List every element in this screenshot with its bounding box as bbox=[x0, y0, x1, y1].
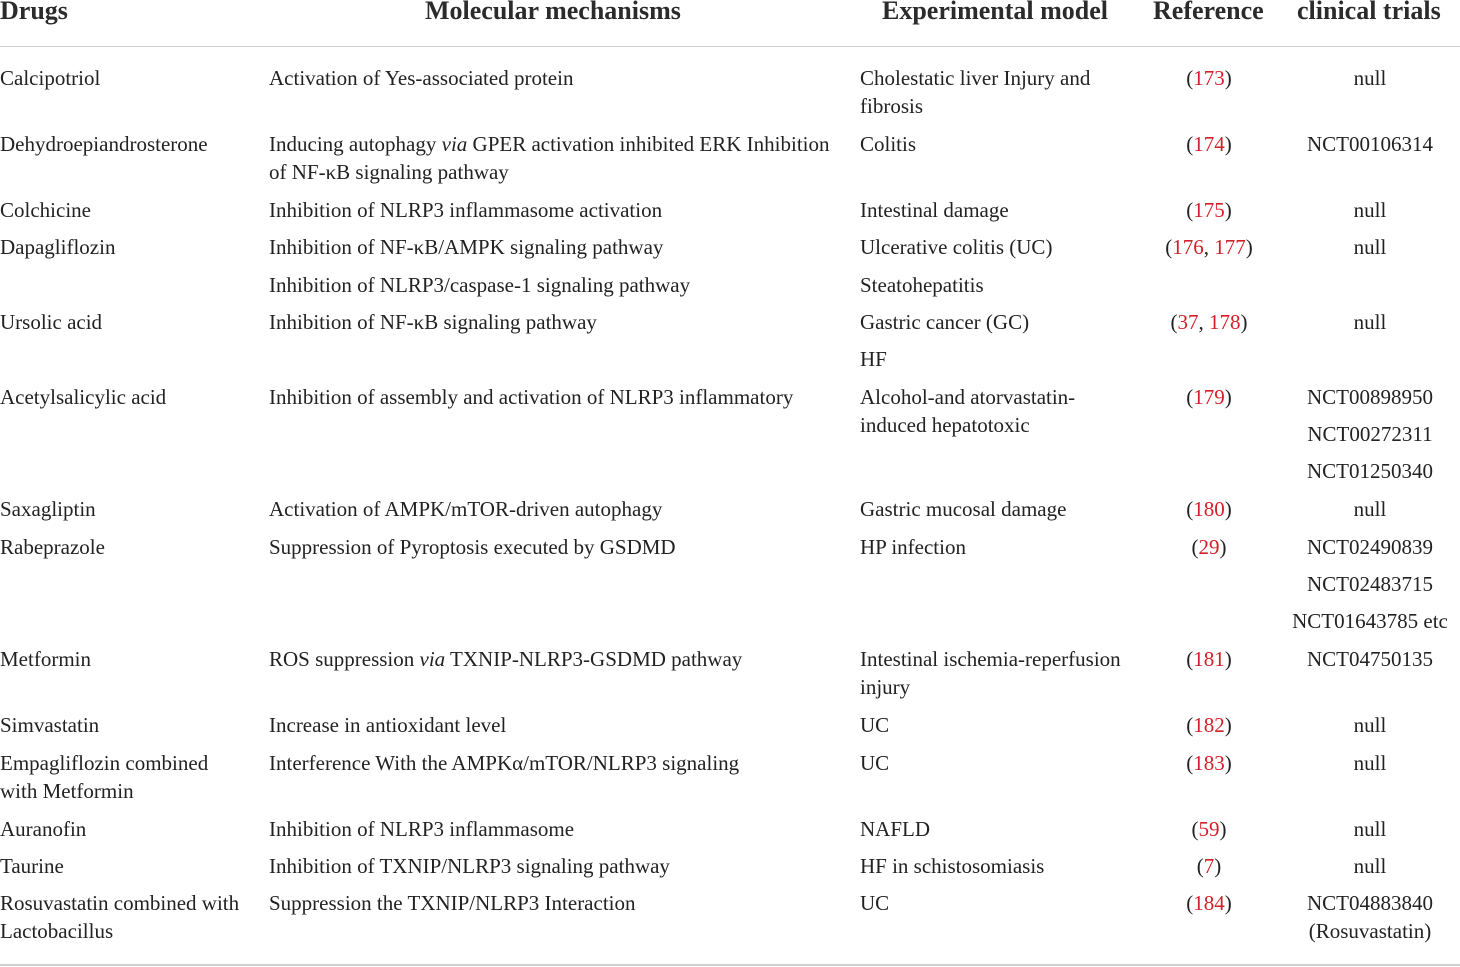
model-line: HP infection bbox=[860, 535, 966, 559]
model-line: Cholestatic liver Injury and bbox=[860, 66, 1091, 90]
trial-id: NCT00898950 bbox=[1307, 385, 1433, 409]
trial-cell bbox=[1282, 852, 1458, 889]
model-line: Steatohepatitis bbox=[860, 273, 984, 297]
trial-cell bbox=[1282, 64, 1458, 101]
reference-link[interactable]: 178 bbox=[1209, 310, 1241, 334]
reference-link[interactable]: 183 bbox=[1193, 751, 1225, 775]
trial-id: NCT00272311 bbox=[1307, 422, 1433, 446]
trial-id: null bbox=[1353, 497, 1387, 521]
drug-cell bbox=[0, 130, 208, 158]
mechanism-line: Increase in antioxidant level bbox=[269, 713, 507, 737]
model-cell bbox=[860, 64, 1090, 120]
reference-link[interactable]: 37 bbox=[1177, 310, 1199, 334]
reference-cell: (174) bbox=[1186, 132, 1232, 156]
reference-link[interactable]: 29 bbox=[1198, 535, 1220, 559]
reference-link[interactable]: 177 bbox=[1214, 235, 1246, 259]
model-line: NAFLD bbox=[860, 817, 931, 841]
mechanism-line: Suppression the TXNIP/NLRP3 Interaction bbox=[269, 891, 636, 915]
model-line-2: fibrosis bbox=[860, 94, 923, 118]
reference-cell: (184) bbox=[1186, 891, 1232, 915]
reference-link[interactable]: 59 bbox=[1198, 817, 1220, 841]
drug-line: Rosuvastatin combined with bbox=[0, 891, 240, 915]
mechanism-cell bbox=[269, 645, 742, 673]
reference-cell: (59) bbox=[1191, 817, 1227, 841]
trial-id: NCT04883840 bbox=[1307, 891, 1433, 915]
reference-link[interactable]: 174 bbox=[1193, 132, 1225, 156]
reference-cell: (7) bbox=[1196, 854, 1222, 878]
model-line: HF in schistosomiasis bbox=[860, 854, 1045, 878]
drug-line: Metformin bbox=[0, 647, 91, 671]
trial-cell bbox=[1282, 749, 1458, 786]
bottom-rule bbox=[0, 964, 1460, 966]
model-cell bbox=[860, 130, 916, 158]
mechanism-text: Inducing autophagy bbox=[269, 132, 442, 156]
trial-id: null bbox=[1353, 713, 1387, 737]
drug-line: Dehydroepiandrosterone bbox=[0, 132, 208, 156]
trial-cell bbox=[1282, 645, 1458, 682]
model-cell bbox=[860, 308, 1029, 336]
reference-cell: (175) bbox=[1186, 198, 1232, 222]
model-line: HF bbox=[860, 347, 887, 371]
reference-cell: (173) bbox=[1186, 66, 1232, 90]
mechanism-line: Inhibition of NF-κB/AMPK signaling pathway bbox=[269, 235, 664, 259]
drug-cell bbox=[0, 233, 115, 261]
trial-cell bbox=[1282, 533, 1458, 644]
mechanism-line: Interference With the AMPKα/mTOR/NLRP3 signaling bbox=[269, 751, 740, 775]
mechanism-line: Suppression of Pyroptosis executed by GSDMD bbox=[269, 535, 676, 559]
model-line-2: injury bbox=[860, 675, 911, 699]
trial-id: null bbox=[1353, 198, 1387, 222]
mechanism-line: Activation of AMPK/mTOR-driven autophagy bbox=[269, 497, 663, 521]
mechanism-cell bbox=[269, 196, 662, 224]
trial-id: NCT04750135 bbox=[1307, 647, 1433, 671]
drug-line-2: Lactobacillus bbox=[0, 919, 114, 943]
trial-id: NCT00106314 bbox=[1307, 132, 1433, 156]
model-cell bbox=[860, 495, 1066, 523]
reference-link[interactable]: 180 bbox=[1193, 497, 1225, 521]
drug-cell bbox=[0, 383, 166, 411]
mechanism-italic: via bbox=[419, 647, 446, 671]
mechanism-line: Inhibition of NLRP3 inflammasome bbox=[269, 817, 575, 841]
mechanism-cell bbox=[269, 749, 739, 777]
header-model: Experimental model bbox=[882, 0, 1109, 25]
mechanism-line bbox=[269, 130, 830, 158]
model-cell bbox=[860, 196, 1009, 224]
drug-cell bbox=[0, 645, 91, 673]
trial-id: null bbox=[1353, 817, 1387, 841]
header-drugs: Drugs bbox=[0, 0, 68, 25]
reference-link[interactable]: 7 bbox=[1203, 854, 1215, 878]
model-cell bbox=[860, 345, 887, 373]
mechanism-line: Inhibition of TXNIP/NLRP3 signaling pathway bbox=[269, 854, 670, 878]
trial-cell bbox=[1282, 233, 1458, 270]
drug-line: Empagliflozin combined bbox=[0, 751, 209, 775]
trial-id: NCT02483715 bbox=[1307, 572, 1433, 596]
mechanism-line: Inhibition of assembly and activation of NLRP3 inflammatory bbox=[269, 385, 794, 409]
trial-id: null bbox=[1353, 310, 1387, 334]
mechanism-cell bbox=[269, 383, 793, 411]
reference-link[interactable]: 173 bbox=[1193, 66, 1225, 90]
drug-cell bbox=[0, 495, 96, 523]
trial-id: null bbox=[1353, 235, 1387, 259]
drug-line: Calcipotriol bbox=[0, 66, 101, 90]
header-trials: clinical trials bbox=[1297, 0, 1441, 25]
model-line: Ulcerative colitis (UC) bbox=[860, 235, 1053, 259]
trial-cell bbox=[1282, 196, 1458, 233]
drug-line: Saxagliptin bbox=[0, 497, 96, 521]
trial-cell bbox=[1282, 308, 1458, 345]
mechanism-line-2: of NF-κB signaling pathway bbox=[269, 160, 509, 184]
mechanism-line: Inhibition of NLRP3/caspase-1 signaling pathway bbox=[269, 273, 691, 297]
mechanism-line: Inhibition of NF-κB signaling pathway bbox=[269, 310, 597, 334]
reference-cell: (183) bbox=[1186, 751, 1232, 775]
header-mechanisms: Molecular mechanisms bbox=[425, 0, 681, 25]
trial-cell bbox=[1282, 711, 1458, 748]
drug-cell bbox=[0, 308, 102, 336]
reference-link[interactable]: 184 bbox=[1193, 891, 1225, 915]
mechanism-cell bbox=[269, 495, 662, 523]
model-cell bbox=[860, 533, 966, 561]
mechanism-cell bbox=[269, 64, 573, 92]
trial-id: null bbox=[1353, 751, 1387, 775]
reference-cell: (37, 178) bbox=[1170, 310, 1248, 334]
mechanism-cell bbox=[269, 815, 574, 843]
table-header bbox=[0, 0, 1460, 47]
mechanism-cell bbox=[269, 711, 506, 739]
trial-id: NCT02490839 bbox=[1307, 535, 1433, 559]
mechanism-cell bbox=[269, 233, 663, 261]
reference-link[interactable]: 182 bbox=[1193, 713, 1225, 737]
trial-cell bbox=[1282, 889, 1458, 954]
drug-line: Taurine bbox=[0, 854, 64, 878]
trial-id: NCT01250340 bbox=[1307, 459, 1433, 483]
model-line: UC bbox=[860, 751, 890, 775]
reference-link[interactable]: 181 bbox=[1193, 647, 1225, 671]
model-cell bbox=[860, 645, 1121, 701]
trial-id: null bbox=[1353, 66, 1387, 90]
model-line: Gastric cancer (GC) bbox=[860, 310, 1030, 334]
trial-id: NCT01643785 etc bbox=[1292, 609, 1448, 633]
mechanism-cell bbox=[269, 852, 670, 880]
drug-line: Auranofin bbox=[0, 817, 87, 841]
model-cell bbox=[860, 383, 1075, 439]
header-reference: Reference bbox=[1153, 0, 1264, 25]
trial-cell bbox=[1282, 130, 1458, 167]
model-line: Intestinal damage bbox=[860, 198, 1009, 222]
model-cell bbox=[860, 889, 889, 917]
reference-cell: (29) bbox=[1191, 535, 1227, 559]
trial-id: null bbox=[1353, 854, 1387, 878]
mechanism-line bbox=[269, 645, 742, 673]
model-line: Alcohol-and atorvastatin- bbox=[860, 385, 1076, 409]
drug-cell bbox=[0, 533, 105, 561]
reference-link[interactable]: 175 bbox=[1193, 198, 1225, 222]
trial-cell bbox=[1282, 815, 1458, 852]
reference-cell: (176, 177) bbox=[1165, 235, 1253, 259]
drug-cell bbox=[0, 64, 100, 92]
reference-link[interactable]: 176 bbox=[1172, 235, 1204, 259]
drug-cell bbox=[0, 711, 99, 739]
drug-line: Rabeprazole bbox=[0, 535, 105, 559]
mechanism-cell bbox=[269, 271, 690, 299]
mechanism-text: GPER activation inhibited ERK Inhibition bbox=[467, 132, 830, 156]
drug-line-2: with Metformin bbox=[0, 779, 134, 803]
reference-cell: (180) bbox=[1186, 497, 1232, 521]
mechanism-text: TXNIP-NLRP3-GSDMD pathway bbox=[445, 647, 743, 671]
reference-cell: (181) bbox=[1186, 647, 1232, 671]
drug-cell bbox=[0, 749, 208, 805]
reference-cell: (182) bbox=[1186, 713, 1232, 737]
model-line-2: induced hepatotoxic bbox=[860, 413, 1030, 437]
trial-id: (Rosuvastatin) bbox=[1308, 919, 1432, 943]
mechanism-cell bbox=[269, 889, 636, 917]
reference-cell: (179) bbox=[1186, 385, 1232, 409]
drug-cell bbox=[0, 852, 64, 880]
mechanism-cell bbox=[269, 308, 597, 336]
drug-line: Acetylsalicylic acid bbox=[0, 385, 167, 409]
model-line: Colitis bbox=[860, 132, 917, 156]
drug-line: Colchicine bbox=[0, 198, 91, 222]
mechanism-cell bbox=[269, 130, 830, 186]
model-line: UC bbox=[860, 891, 890, 915]
drug-line: Simvastatin bbox=[0, 713, 100, 737]
model-line: Gastric mucosal damage bbox=[860, 497, 1067, 521]
mechanism-text: ROS suppression bbox=[269, 647, 420, 671]
mechanism-cell bbox=[269, 533, 676, 561]
mechanism-line: Inhibition of NLRP3 inflammasome activation bbox=[269, 198, 663, 222]
drug-cell bbox=[0, 196, 91, 224]
mechanism-italic: via bbox=[441, 132, 468, 156]
model-cell bbox=[860, 815, 930, 843]
model-cell bbox=[860, 271, 984, 299]
model-cell bbox=[860, 711, 889, 739]
drug-line: Dapagliflozin bbox=[0, 235, 116, 259]
model-line: Intestinal ischemia-reperfusion bbox=[860, 647, 1121, 671]
drug-line: Ursolic acid bbox=[0, 310, 103, 334]
model-cell bbox=[860, 852, 1044, 880]
drug-cell bbox=[0, 889, 239, 945]
drug-cell bbox=[0, 815, 86, 843]
mechanism-line: Activation of Yes-associated protein bbox=[269, 66, 574, 90]
trial-cell bbox=[1282, 495, 1458, 532]
model-cell bbox=[860, 749, 889, 777]
model-cell bbox=[860, 233, 1052, 261]
model-line: UC bbox=[860, 713, 890, 737]
trial-cell bbox=[1282, 383, 1458, 494]
reference-link[interactable]: 179 bbox=[1193, 385, 1225, 409]
